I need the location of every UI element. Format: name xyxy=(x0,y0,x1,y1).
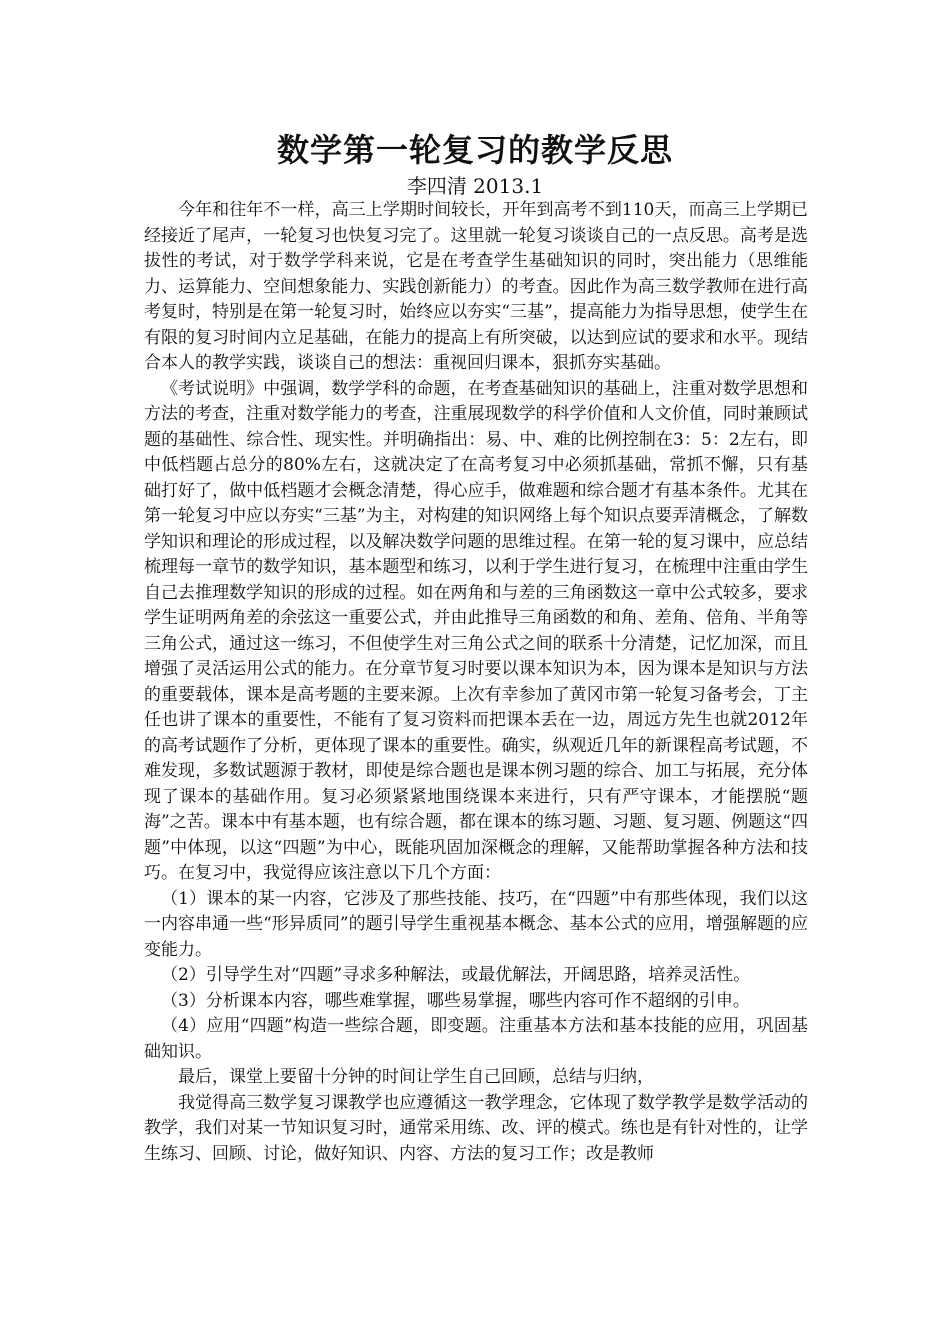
paragraph-intro: 今年和往年不一样，高三上学期时间较长，开年到高考不到110天，而高三上学期已经接近了尾声，一轮复习也快复习完了。这里就一轮复习谈谈自己的一点反思。高考是选拔性的考试，对于数学学科来说，它是在考查学生基础知识的同时，突出能力（思维能力、运算能力、空间想象能力、实践创新能力）的考查。因此作为高三数学教师在进行高考复时，特别是在第一轮复习时，始终应以夯实“三基”，提高能力为指导思想，使学生在有限的复习时间内立足基础，在能力的提高上有所突破，以达到应试的要求和水平。现结合本人的教学实践，谈谈自己的想法：重视回归课本，狠抓夯实基础。 xyxy=(144,200,808,373)
author-date-line: 李四清 2013.1 xyxy=(406,174,544,198)
document-body xyxy=(144,198,808,1167)
paragraph-exam-guide: 《考试说明》中强调，数学学科的命题，在考查基础知识的基础上，注重对数学思想和方法的考查，注重对数学能力的考查，注重展现数学的科学价值和人文价值，同时兼顾试题的基础性、综合性、现实性。并明确指出：易、中、难的比例控制在3：5：2左右，即中低档题占总分的80%左右，这就决定了在高考复习中必须抓基础，常抓不懈，只有基础打好了，做中低档题才会概念清楚，得心应手，做难题和综合题才有基本条件。尤其在第一轮复习中应以夯实“三基”为主，对构建的知识网络上每个知识点要弄清概念，了解数学知识和理论的形成过程，以及解决数学问题的思维过程。在第一轮的复习课中，应总结梳理每一章节的数学知识，基本题型和练习，以利于学生进行复习，在梳理中注重由学生自己去推理数学知识的形成的过程。如在两角和与差的三角函数这一章中公式较多，要求学生证明两角差的余弦这一重要公式，并由此推导三角函数的和角、差角、倍角、半角等三角公式，通过这一练习，不但使学生对三角公式之间的联系十分清楚，记忆加深，而且增强了灵活运用公式的能力。在分章节复习时要以课本知识为本，因为课本是知识与方法的重要载体，课本是高考题的主要来源。上次有幸参加了黄冈市第一轮复习备考会，丁主任也讲了课本的重要性，不能有了复习资料而把课本丢在一边，周远方先生也就2012年的高考试题作了分析，更体现了课本的重要性。确实，纵观近几年的新课程高考试题，不难发现，多数试题源于教材，即使是综合题也是课本例习题的综合、加工与拓展，充分体现了课本的基础作用。复习必须紧紧地围绕课本来进行，只有严守课本，才能摆脱“题海”之苦。课本中有基本题，也有综合题，都在课本的练习题、习题、复习题、例题这“四题”中体现，以这“四题”为中心，既能巩固加深概念的理解，又能帮助掌握各种方法和技巧。在复习中，我觉得应该注意以下几个方面： xyxy=(144,378,808,883)
paragraph-point-4: （4）应用“四题”构造一些综合题，即变题。注重基本方法和基本技能的应用，巩固基础知识。 xyxy=(144,1016,808,1062)
paragraph-conclusion: 我觉得高三数学复习课教学也应遵循这一教学理念，它体现了数学教学是数学活动的教学，我们对某一节知识复习时，通常采用练、改、评的模式。练也是有针对性的，让学生练习、回顾、讨论，做好知识、内容、方法的复习工作；改是教师 xyxy=(144,1092,808,1164)
document-title: 数学第一轮复习的教学反思 xyxy=(276,131,673,169)
paragraph-point-3: （3）分析课本内容，哪些难掌握，哪些易掌握，哪些内容可作不超纲的引申。 xyxy=(161,990,750,1011)
paragraph-point-1: （1）课本的某一内容，它涉及了那些技能、技巧，在“四题”中有那些体现，我们以这一内容串通一些“形异质同”的题引导学生重视基本概念、基本公式的应用，增强解题的应变能力。 xyxy=(144,888,808,960)
paragraph-point-2: （2）引导学生对“四题”寻求多种解法，或最优解法，开阔思路，培养灵活性。 xyxy=(161,965,751,985)
paragraph-finally: 最后，课堂上要留十分钟的时间让学生自己回顾，总结与归纳， xyxy=(178,1067,654,1087)
